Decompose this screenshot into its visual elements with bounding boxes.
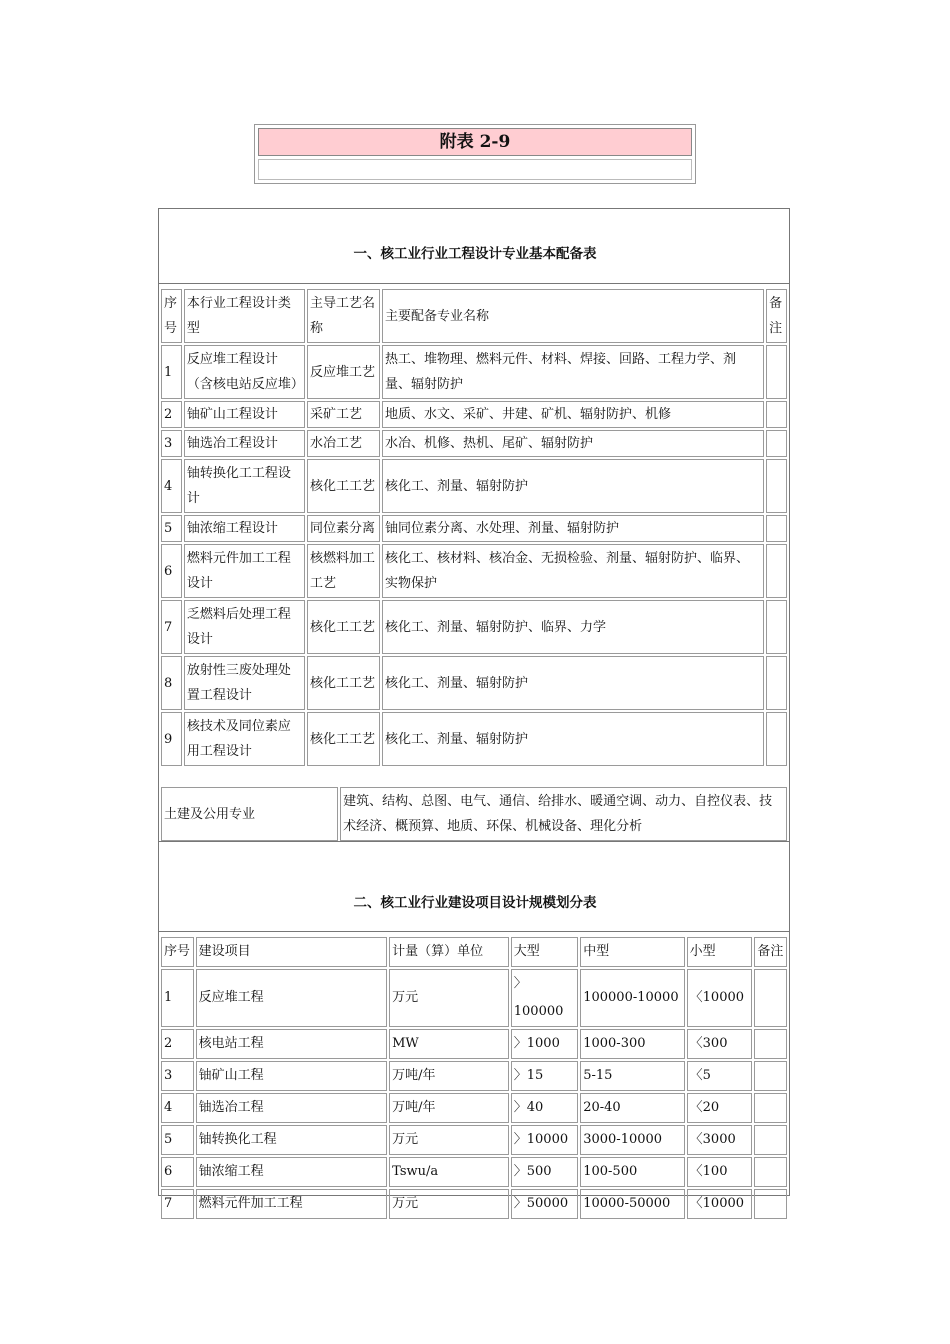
cell-majors: 铀同位素分离、水处理、剂量、辐射防护 <box>382 515 764 542</box>
header-cell: 小型 <box>687 937 753 967</box>
cell-majors: 水冶、机修、热机、尾矿、辐射防护 <box>382 430 764 457</box>
cell-majors: 热工、堆物理、燃料元件、材料、焊接、回路、工程力学、剂量、辐射防护 <box>382 345 764 399</box>
cell-small: 〈300 <box>687 1029 753 1059</box>
cell-majors: 核化工、核材料、核冶金、无损检验、剂量、辐射防护、临界、实物保护 <box>382 544 764 598</box>
cell-majors: 核化工、剂量、辐射防护、临界、力学 <box>382 600 764 654</box>
cell-type: 核技术及同位素应用工程设计 <box>184 712 305 766</box>
cell-no: 1 <box>161 969 194 1027</box>
cell-unit: 万元 <box>389 1125 509 1155</box>
header-cell: 主要配备专业名称 <box>382 289 764 343</box>
cell-project: 铀浓缩工程 <box>196 1157 387 1187</box>
cell-unit: 万元 <box>389 969 509 1027</box>
title-box-blank-row <box>258 159 692 180</box>
cell-no: 7 <box>161 1189 194 1219</box>
cell-project: 反应堆工程 <box>196 969 387 1027</box>
staffing-table <box>159 287 789 768</box>
cell-medium: 100-500 <box>580 1157 684 1187</box>
cell-type: 燃料元件加工工程设计 <box>184 544 305 598</box>
cell-no: 2 <box>161 401 182 428</box>
cell-large: 〉1000 <box>511 1029 578 1059</box>
cell-small: 〈10000 <box>687 1189 753 1219</box>
cell-process: 水冶工艺 <box>307 430 380 457</box>
table-header-row <box>161 289 787 343</box>
civil-label: 土建及公用专业 <box>161 787 338 841</box>
table-row <box>161 1093 787 1123</box>
header-cell: 建设项目 <box>196 937 387 967</box>
cell-note <box>754 1157 787 1187</box>
cell-no: 8 <box>161 656 182 710</box>
header-cell: 中型 <box>580 937 684 967</box>
cell-project: 核电站工程 <box>196 1029 387 1059</box>
header-cell: 大型 <box>511 937 578 967</box>
cell-no: 3 <box>161 1061 194 1091</box>
cell-majors: 核化工、剂量、辐射防护 <box>382 459 764 513</box>
cell-unit: 万吨/年 <box>389 1093 509 1123</box>
cell-process: 核化工工艺 <box>307 656 380 710</box>
cell-large: 〉100000 <box>511 969 578 1027</box>
cell-process: 采矿工艺 <box>307 401 380 428</box>
cell-small: 〈20 <box>687 1093 753 1123</box>
cell-medium: 100000-10000 <box>580 969 684 1027</box>
cell-project: 铀选冶工程 <box>196 1093 387 1123</box>
table-row <box>161 600 787 654</box>
cell-no: 6 <box>161 544 182 598</box>
cell-project: 铀转换化工程 <box>196 1125 387 1155</box>
cell-type: 放射性三废处理处置工程设计 <box>184 656 305 710</box>
header-cell: 计量（算）单位 <box>389 937 509 967</box>
cell-unit: 万元 <box>389 1189 509 1219</box>
cell-note <box>754 1189 787 1219</box>
cell-no: 6 <box>161 1157 194 1187</box>
cell-note <box>754 1061 787 1091</box>
cell-project: 铀矿山工程 <box>196 1061 387 1091</box>
header-cell: 序号 <box>161 289 182 343</box>
civil-public-row <box>159 785 789 843</box>
cell-large: 〉10000 <box>511 1125 578 1155</box>
cell-note <box>754 1125 787 1155</box>
table-row <box>161 1157 787 1187</box>
table-row <box>161 515 787 542</box>
cell-medium: 10000-50000 <box>580 1189 684 1219</box>
cell-unit: 万吨/年 <box>389 1061 509 1091</box>
cell-note <box>766 401 787 428</box>
table-header-row <box>161 937 787 967</box>
header-cell: 备注 <box>754 937 787 967</box>
cell-process: 核燃料加工工艺 <box>307 544 380 598</box>
cell-no: 4 <box>161 459 182 513</box>
cell-no: 5 <box>161 1125 194 1155</box>
cell-majors: 核化工、剂量、辐射防护 <box>382 656 764 710</box>
cell-process: 反应堆工艺 <box>307 345 380 399</box>
cell-type: 铀选冶工程设计 <box>184 430 305 457</box>
cell-small: 〈5 <box>687 1061 753 1091</box>
page-title: 附表 2-9 <box>258 128 692 156</box>
table-row <box>161 656 787 710</box>
cell-process: 同位素分离 <box>307 515 380 542</box>
cell-note <box>754 1029 787 1059</box>
table-row <box>161 1029 787 1059</box>
cell-note <box>766 515 787 542</box>
cell-note <box>766 656 787 710</box>
cell-note <box>766 459 787 513</box>
cell-medium: 1000-300 <box>580 1029 684 1059</box>
table-row <box>161 969 787 1027</box>
header-cell: 序号 <box>161 937 194 967</box>
cell-no: 5 <box>161 515 182 542</box>
cell-type: 铀矿山工程设计 <box>184 401 305 428</box>
cell-note <box>766 600 787 654</box>
cell-note <box>766 544 787 598</box>
cell-small: 〈100 <box>687 1157 753 1187</box>
cell-no: 4 <box>161 1093 194 1123</box>
cell-process: 核化工工艺 <box>307 712 380 766</box>
cell-unit: MW <box>389 1029 509 1059</box>
table-row <box>161 1125 787 1155</box>
cell-note <box>754 1093 787 1123</box>
table-row <box>161 401 787 428</box>
table-row <box>161 1189 787 1219</box>
cell-note <box>766 712 787 766</box>
main-frame <box>158 208 790 1211</box>
table-row <box>161 712 787 766</box>
table-row <box>161 459 787 513</box>
cell-project: 燃料元件加工工程 <box>196 1189 387 1219</box>
cell-majors: 地质、水文、采矿、井建、矿机、辐射防护、机修 <box>382 401 764 428</box>
cell-medium: 3000-10000 <box>580 1125 684 1155</box>
cell-medium: 5-15 <box>580 1061 684 1091</box>
cell-process: 核化工工艺 <box>307 459 380 513</box>
section2-title: 二、核工业行业建设项目设计规模划分表 <box>353 895 597 911</box>
cell-no: 3 <box>161 430 182 457</box>
cell-type: 反应堆工程设计（含核电站反应堆） <box>184 345 305 399</box>
table-row <box>161 544 787 598</box>
cell-type: 铀浓缩工程设计 <box>184 515 305 542</box>
cell-type: 乏燃料后处理工程设计 <box>184 600 305 654</box>
table-row <box>161 345 787 399</box>
section1-title: 一、核工业行业工程设计专业基本配备表 <box>353 246 597 262</box>
cell-large: 〉500 <box>511 1157 578 1187</box>
divider <box>159 931 789 932</box>
cell-medium: 20-40 <box>580 1093 684 1123</box>
header-cell: 备注 <box>766 289 787 343</box>
cell-small: 〈3000 <box>687 1125 753 1155</box>
cell-no: 2 <box>161 1029 194 1059</box>
cell-no: 1 <box>161 345 182 399</box>
header-cell: 本行业工程设计类型 <box>184 289 305 343</box>
table-row <box>161 1061 787 1091</box>
scale-table <box>159 935 789 1221</box>
header-cell: 主导工艺名称 <box>307 289 380 343</box>
cell-type: 铀转换化工工程设计 <box>184 459 305 513</box>
cell-no: 9 <box>161 712 182 766</box>
cell-no: 7 <box>161 600 182 654</box>
divider <box>159 283 789 284</box>
divider <box>159 841 789 842</box>
cell-note <box>754 969 787 1027</box>
cell-unit: Tswu/a <box>389 1157 509 1187</box>
cell-large: 〉15 <box>511 1061 578 1091</box>
cell-note <box>766 345 787 399</box>
cell-large: 〉40 <box>511 1093 578 1123</box>
cell-note <box>766 430 787 457</box>
cell-small: 〈10000 <box>687 969 753 1027</box>
cell-large: 〉50000 <box>511 1189 578 1219</box>
table-row <box>161 430 787 457</box>
cell-majors: 核化工、剂量、辐射防护 <box>382 712 764 766</box>
cell-process: 核化工工艺 <box>307 600 380 654</box>
title-box <box>254 124 696 184</box>
civil-majors: 建筑、结构、总图、电气、通信、给排水、暖通空调、动力、自控仪表、技术经济、概预算、地质、环保、机械设备、理化分析 <box>340 787 787 841</box>
